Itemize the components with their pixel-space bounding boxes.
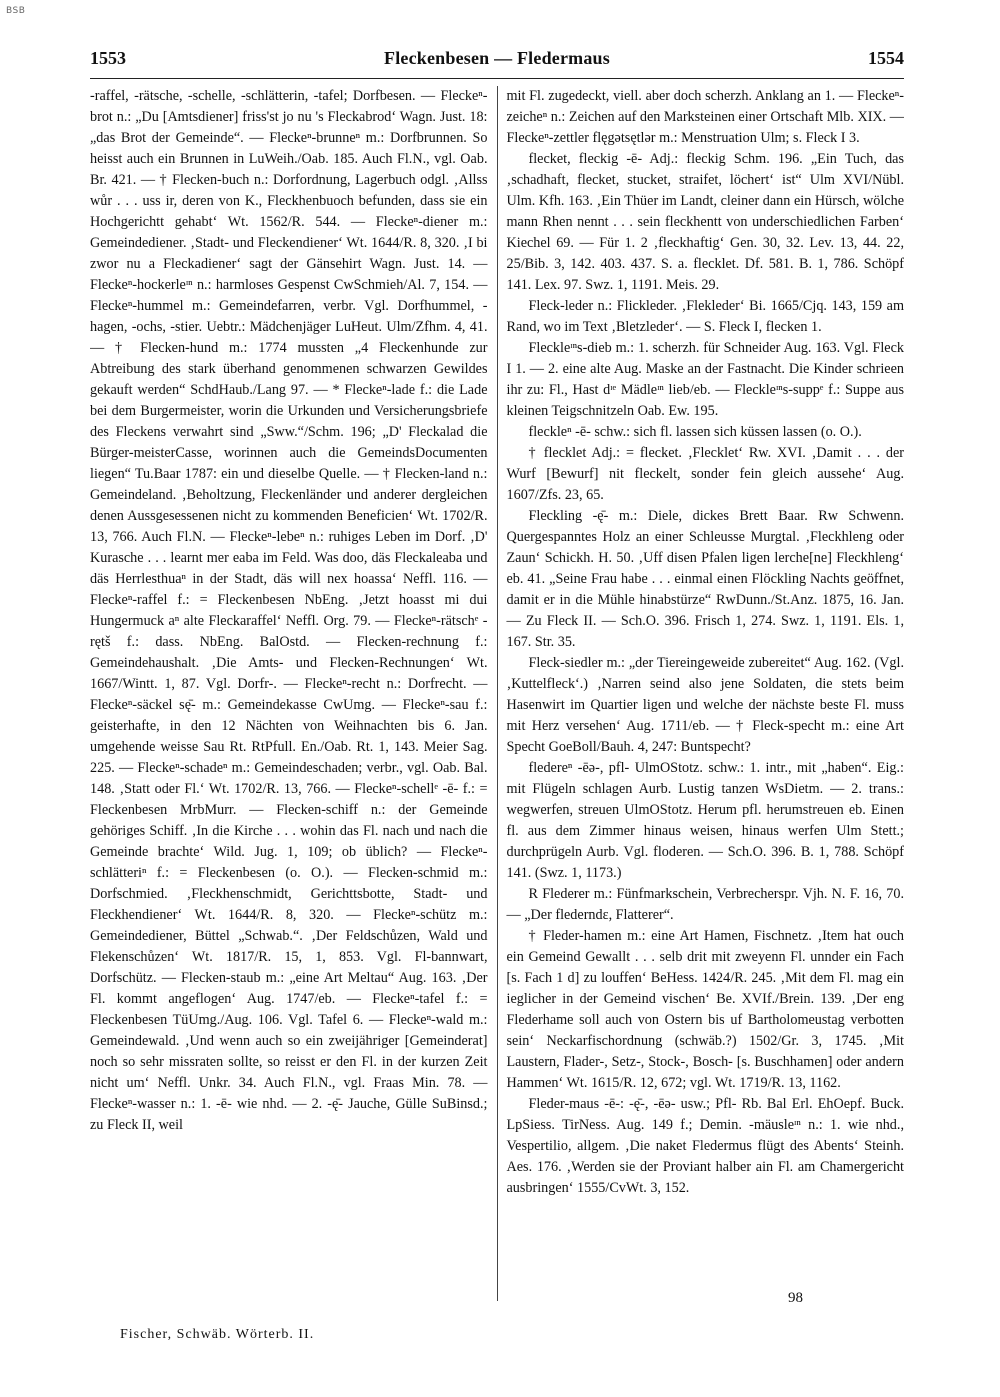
paragraph: Fleckling -ę̄- m.: Diele, dickes Brett Baar. Rw Schwenn. Quergespanntes Holz an einer Schleusse Murgtal. ‚Fleckhleng oder Zaun‘ Schickh. H. 50. ‚Uff disen Pfalen ligen lerche[ne] Fleckhleng‘ eb. 41. „Seine Frau habe . . . einmal einen Flöckling Nachts geöffnet, damit er in die Mühle hinabstürze“ RwDunn./St.Anz. 1875, 16. Jan. — Zu Fleck II. — Sch.O. 396. Frisch 1, 274. Swz. 1, 1191. Els. 1, 167. Str. 35. [506,508,904,650]
paragraph: Fleck-leder n.: Flickleder. ‚Flekleder‘ Bi. 1665/Cjq. 143, 159 am Rand, wo im Text ‚Bletzleder‘. — S. Fleck I, flecken 1. [506,298,904,335]
paragraph: Fleder-maus -ē-: -ę̄-, -ēə- usw.; Pfl- Rb. Bal Erl. EhOepf. Buck. LpSiess. TirNess. Aug. 149 f.; Demin. -mäusleᶦⁿ n.: 1. wie nhd., Vespertilio, allgem. ‚Die naket Fledermus flügt des Abents‘ Steinh. Aes. 176. ‚Werden sie der Proviant halber ain Fl. am Chamergericht ausbringen‘ 1555/CvWt. 3, 152. [506,1096,904,1196]
running-title: Fleckenbesen — Fledermaus [384,48,610,68]
header-rule [90,78,904,79]
left-page-number: 1553 [90,48,126,68]
paragraph: flecket, fleckig -ē- Adj.: fleckig Schm. 196. „Ein Tuch, das ‚schadhaft, flecket, stucket, straifet, löchert‘ ist“ Ulm XVI/Nübl. Ulm. Kfh. 163. ‚Ein Thüer im Landt, cleiner dann ein Hürsch, wölche mann Rhen nennt . . . sein fleckhentt von underschiedlichen Farben‘ Kiechel 69. — Für 1. 2 ‚fleckhaftig‘ Gen. 30, 32. Lev. 13, 44. 22, 25/Bib. 3, 142. 403. 437. S. a. flecklet. Df. 581. B. 1, 786. Schöpf 141. Lex. 97. Swz. 1, 1191. Meis. 29. [506,151,904,293]
paragraph: R Flederer m.: Fünfmarkschein, Verbrecherspr. Vjh. N. F. 16, 70. — „Der flederndε, Flatterer“. [506,886,904,923]
paragraph: -raffel, -rätsche, -schelle, -schlätterin, -tafel; Dorfbesen. — Fleckeⁿ-brot n.: „Du [Amtsdiener] friss'st jo nu 's Fleckabrod‘ Wagn. Just. 18: „das Brot der Gemeinde“. — Fleckeⁿ-brunneⁿ m.: Dorfbrunnen. So heisst auch ein Brunnen in LuWeih./Oab. 185. Auch Fl.N., vgl. Oab. Br. 421. — † Flecken-buch n.: Dorfordnung, Lagerbuch odgl. ‚Allss wůr . . . uss ir, deren von K., Fleckhenbuoch befunden, dass sie ein Hochgerichtt gehabt‘ Wt. 1562/R. 544. — Fleckeⁿ-diener m.: Gemeindediener. ‚Stadt- und Fleckendiener‘ Wt. 1644/R. 8, 320. ‚I bi zwor nu a Fleckadiener‘ sagt der Gänsehirt Wagn. Just. 14. — Fleckeⁿ-hockerleᶦⁿ n.: harmloses Gespenst CwSchmieh/Al. 7, 154. — Fleckeⁿ-hummel m.: Gemeindefarren, verbr. Vgl. Dorfhummel, -hagen, -ochs, -stier. Uebtr.: Mädchenjäger LuHeut. Ulm/Zfhm. 4, 41. — † Flecken-hund m.: 1774 mussten „4 Fleckenhunde zur Abtreibung des stark überhand genommenen schwarzen Gewildes gekauft werden“ SchdHaub./Lang 97. — * Fleckeⁿ-lade f.: die Lade bei dem Burgermeister, worin die Urkunden und Versicherungsbriefe des Fleckens verwahrt sind „Sww.“/Schm. 196; „D' Fleckalad die Bürger-meisterCasse, worinnen auch die GemeindsDocumenten liegen“ Tu.Baar 1787: ein und dieselbe Quelle. — † Flecken-land n.: Gemeindeland. ‚Beholtzung, Fleckenländer und anderer dergleichen denen Aussgesessenen nicht zu kommenden Beneficien‘ Wt. 1702/R. 13, 766. Auch Fl.N. — Fleckeⁿ-lebeⁿ n.: ruhiges Leben im Dorf. ‚D' Kurasche . . . learnt mer eaba im Feld. Was doo, däs Fleckaleaba und däs Herrlesthuaⁿ in der Stadt, däs will nex hoassa‘ Neffl. 116. — Fleckeⁿ-raffel f.: = Fleckenbesen NbEng. ‚Jetzt hoasst mi dui Hungermuck aⁿ alte Fleckaraffel‘ Neffl. Org. 79. — Fleckeⁿ-rätschᵉ -rętš f.: dass. NbEng. BalOstd. — Flecken-rechnung f.: Gemeindehaushalt. ‚Die Amts- und Flecken-Rechnungen‘ Wt. 1667/Wintt. 1, 87. Vgl. Dorfr-. — Fleckeⁿ-recht n.: Dorfrecht. — Fleckeⁿ-säckel sę̄- m.: Gemeindekasse CwUmg. — Fleckeⁿ-sau f.: geisterhafte, in den 12 Nächten von Weihnachten bis 6. Jan. umgehende weisse Sau Rt. RtPfull. En./Oab. Rt. 1, 143. Meier Sag. 225. — Fleckeⁿ-schadeⁿ m.: Gemeindeschaden; verbr., vgl. Oab. Bal. 148. ‚Statt oder Fl.‘ Wt. 1702/R. 13, 766. — Fleckeⁿ-schellᵉ -ē- f.: = Fleckenbesen MrbMurr. — Flecken-schiff n.: der Gemeinde gehöriges Schiff. ‚In die Kirche . . . wohin das Fl. nach und nach die Gemeinde brachte‘ Wild. Jug. 1, 109; ob üblich? — Fleckeⁿ-schlätteriⁿ f.: = Fleckenbesen (o. O.). — Flecken-schmid m.: Dorfschmied. ‚Fleckhenschmidt, Gerichttsbotte, Stadt- und Fleckhendiener‘ Wt. 1644/R. 8, 320. — Fleckeⁿ-schütz m.: Gemeindediener, Büttel „Schwab.“. ‚Der Feldschůzen, Wald und Flekenschůzen‘ Wt. 1817/R. 15, 1, 853. Vgl. Fl-bannwart, Dorfschütz. — Flecken-staub m.: „eine Art Meltau“ Aug. 163. ‚Der Fl. kommt angeflogen‘ Aug. 1747/eb. — Fleckeⁿ-tafel f.: = Fleckenbesen TüUmg./Aug. 106. Vgl. Tafel 6. — Fleckeⁿ-wald m.: Gemeindewald. ‚Und wenn auch so ein zweijähriger [Gemeinderat] noch so sehr missraten sollte, so reisst er den Fl. in der kurzen Zeit nicht um‘ Neffl. Unkr. 34. Auch Fl.N., vgl. Fraas Min. 78. — Fleckeⁿ-wasser n.: 1. -ē- wie nhd. — 2. -ę̄- Jauche, Gülle SuBinsd.; zu Fleck II, weil [90,88,488,1133]
paragraph: † flecklet Adj.: = flecket. ‚Flecklet‘ Rw. XVI. ‚Damit . . . der Wurf [Bewurf] nit fleckelt, sonder fein gleich aussehe‘ Aug. 1607/Zfs. 23, 65. [506,445,904,503]
footer-signature: Fischer, Schwäb. Wörterb. II. [120,1327,315,1342]
paragraph: fledereⁿ -ēə-, pfl- UlmOStotz. schw.: 1. intr., mit „haben“. Eig.: mit Flügeln schlagen Aurb. Lustig tanzen WsDietm. — 2. trans.: wegwerfen, streuen UlmOStotz. Herum pfl. herumstreuen eb. Einen fl. aus dem Zimmer hinaus weisen, hinaus werfen Ulm Stett.; durchprügeln Aurb. Vgl. floderen. — Sch.O. 396. B. 1, 788. Schöpf 141. (Swz. 1, 1173.) [506,760,904,881]
paragraph: mit Fl. zugedeckt, viell. aber doch scherzh. Anklang an 1. — Fleckeⁿ-zeicheⁿ n.: Zeichen auf den Marksteinen einer Ortschaft Mlb. XIX. — Fleckeⁿ-zettler flęgətsętlər m.: Menstruation Ulm; s. Fleck I 3. [506,88,904,146]
paragraph: fleckleⁿ -ē- schw.: sich fl. lassen sich küssen lassen (o. O.). [528,424,862,440]
right-column [498,86,905,1301]
paragraph: Fleckleᶦⁿs-dieb m.: 1. scherzh. für Schneider Aug. 163. Vgl. Fleck I 1. — 2. eine alte Aug. Maske an der Fastnacht. Die Kinder schrieen ihr zu: Fl., Hast dᶦᵉ Mädleᶦⁿ lieb/eb. — Fleckleᶦⁿs-suppᵉ f.: Suppe aus kleinen Teigschnitzeln Oab. Ew. 195. [506,340,904,419]
page-header [90,48,904,76]
right-page-number: 1554 [867,48,904,68]
left-column [90,86,497,1301]
paragraph: Fleck-siedler m.: „der Tiereingeweide zubereitet“ Aug. 162. (Vgl. ‚Kuttelfleck‘.) ‚Narren seind also jene Soldaten, die stets beim Hasenwirt im Quartier ligen und welche der nächste beste Fl. muss mit Herz versehen‘ Aug. 1711/eb. — † Fleck-specht m.: eine Art Specht GoeBoll/Bauh. 4, 247: Buntspecht? [506,655,904,755]
text-columns [90,86,904,1301]
library-stamp: BSB [6,6,26,16]
sheet-number: 98 [788,1290,803,1306]
paragraph: † Fleder-hamen m.: eine Art Hamen, Fischnetz. ‚Item hat ouch ein Gemeind Gewallt . . . selb drit mit zweyenn Fl. unnder ein Fach [s. Fach 1 d] zu louffen‘ BeHess. 1424/R. 245. ‚Mit dem Fl. mag ein ieglicher in der Gemeind vischen‘ Be. XVIf./Brein. 139. ‚Der eng Flederhame soll auch von Ostern bis uf Bartholomeustag verbotten sein‘ Neckarfischordnung (schwäb.?) 1502/Gr. 3, 1745. ‚Mit Laustern, Flader-, Setz-, Stock-, Bosch- [s. Buschhamen] oder andern Hammen‘ Wt. 1615/R. 12, 672; vgl. Wt. 1719/R. 13, 1162. [506,928,904,1091]
